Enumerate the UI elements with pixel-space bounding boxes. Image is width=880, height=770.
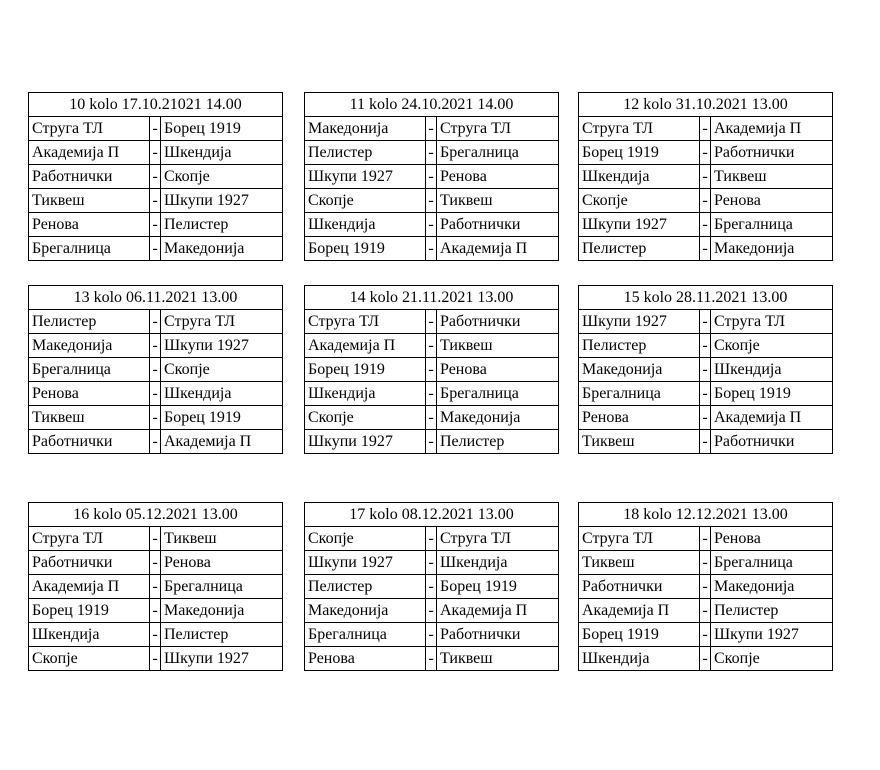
match-row — [579, 527, 833, 551]
away-team: Борец 1919 — [161, 406, 283, 430]
separator: - — [700, 647, 711, 671]
round-12-table — [578, 92, 833, 261]
match-row — [579, 406, 833, 430]
away-team: Македонија — [711, 237, 833, 261]
away-team: Борец 1919 — [711, 382, 833, 406]
home-team: Пелистер — [579, 237, 700, 261]
away-team: Шкупи 1927 — [711, 623, 833, 647]
home-team: Борец 1919 — [305, 237, 426, 261]
match-row — [305, 575, 559, 599]
separator: - — [150, 527, 161, 551]
home-team: Борец 1919 — [29, 599, 150, 623]
round-header: 14 kolo 21.11.2021 13.00 — [305, 286, 559, 310]
home-team: Академија П — [29, 141, 150, 165]
match-row — [29, 189, 283, 213]
match-row — [29, 551, 283, 575]
away-team: Шкендија — [161, 382, 283, 406]
round-header: 16 kolo 05.12.2021 13.00 — [29, 503, 283, 527]
home-team: Македонија — [579, 358, 700, 382]
round-14-table — [304, 285, 559, 454]
away-team: Шкупи 1927 — [161, 189, 283, 213]
home-team: Ренова — [29, 382, 150, 406]
away-team: Струга ТЛ — [711, 310, 833, 334]
separator: - — [150, 430, 161, 454]
separator: - — [150, 213, 161, 237]
home-team: Работнички — [29, 165, 150, 189]
match-row — [305, 623, 559, 647]
home-team: Скопје — [579, 189, 700, 213]
away-team: Академија П — [437, 237, 559, 261]
separator: - — [150, 575, 161, 599]
away-team: Академија П — [437, 599, 559, 623]
away-team: Работнички — [437, 623, 559, 647]
separator: - — [700, 117, 711, 141]
round-18-table — [578, 502, 833, 671]
away-team: Шкендија — [161, 141, 283, 165]
home-team: Македонија — [305, 117, 426, 141]
home-team: Брегалница — [305, 623, 426, 647]
separator: - — [700, 141, 711, 165]
separator: - — [426, 599, 437, 623]
separator: - — [150, 406, 161, 430]
separator: - — [150, 117, 161, 141]
home-team: Шкупи 1927 — [305, 165, 426, 189]
separator: - — [700, 189, 711, 213]
separator: - — [700, 165, 711, 189]
home-team: Скопје — [305, 527, 426, 551]
home-team: Македонија — [305, 599, 426, 623]
separator: - — [150, 141, 161, 165]
separator: - — [700, 623, 711, 647]
match-row — [29, 599, 283, 623]
away-team: Македонија — [161, 599, 283, 623]
separator: - — [426, 237, 437, 261]
match-row — [579, 599, 833, 623]
separator: - — [426, 189, 437, 213]
match-row — [305, 599, 559, 623]
separator: - — [700, 527, 711, 551]
away-team: Брегалница — [437, 382, 559, 406]
away-team: Тиквеш — [711, 165, 833, 189]
match-row — [305, 237, 559, 261]
round-header: 10 kolo 17.10.21021 14.00 — [29, 93, 283, 117]
home-team: Пелистер — [305, 575, 426, 599]
match-row — [305, 189, 559, 213]
round-header: 18 kolo 12.12.2021 13.00 — [579, 503, 833, 527]
match-row — [29, 623, 283, 647]
away-team: Ренова — [437, 358, 559, 382]
away-team: Ренова — [437, 165, 559, 189]
match-row — [305, 213, 559, 237]
separator: - — [150, 237, 161, 261]
home-team: Шкендија — [29, 623, 150, 647]
match-row — [579, 213, 833, 237]
round-header: 13 kolo 06.11.2021 13.00 — [29, 286, 283, 310]
away-team: Шкупи 1927 — [161, 334, 283, 358]
separator: - — [700, 213, 711, 237]
match-row — [579, 237, 833, 261]
match-row — [305, 141, 559, 165]
separator: - — [426, 213, 437, 237]
match-row — [29, 527, 283, 551]
separator: - — [150, 334, 161, 358]
away-team: Македонија — [437, 406, 559, 430]
home-team: Ренова — [29, 213, 150, 237]
match-row — [305, 551, 559, 575]
away-team: Работнички — [437, 213, 559, 237]
separator: - — [700, 406, 711, 430]
away-team: Струга ТЛ — [437, 117, 559, 141]
away-team: Скопје — [161, 358, 283, 382]
match-row — [29, 117, 283, 141]
separator: - — [426, 141, 437, 165]
separator: - — [700, 575, 711, 599]
away-team: Работнички — [711, 141, 833, 165]
separator: - — [426, 575, 437, 599]
round-header: 15 kolo 28.11.2021 13.00 — [579, 286, 833, 310]
home-team: Шкупи 1927 — [579, 213, 700, 237]
separator: - — [426, 527, 437, 551]
match-row — [579, 430, 833, 454]
home-team: Брегалница — [579, 382, 700, 406]
separator: - — [426, 358, 437, 382]
away-team: Тиквеш — [437, 647, 559, 671]
match-row — [305, 527, 559, 551]
match-row — [29, 165, 283, 189]
away-team: Брегалница — [711, 213, 833, 237]
home-team: Тиквеш — [29, 406, 150, 430]
separator: - — [426, 647, 437, 671]
home-team: Шкендија — [305, 382, 426, 406]
away-team: Пелистер — [161, 623, 283, 647]
match-row — [29, 334, 283, 358]
home-team: Академија П — [579, 599, 700, 623]
home-team: Работнички — [29, 551, 150, 575]
match-row — [29, 406, 283, 430]
match-row — [579, 382, 833, 406]
home-team: Тиквеш — [579, 430, 700, 454]
home-team: Ренова — [579, 406, 700, 430]
match-row — [579, 623, 833, 647]
round-15-table — [578, 285, 833, 454]
round-16-table — [28, 502, 283, 671]
round-11-table — [304, 92, 559, 261]
match-row — [579, 141, 833, 165]
separator: - — [700, 430, 711, 454]
match-row — [29, 358, 283, 382]
match-row — [29, 213, 283, 237]
home-team: Струга ТЛ — [29, 117, 150, 141]
round-17-table — [304, 502, 559, 671]
home-team: Пелистер — [29, 310, 150, 334]
away-team: Ренова — [711, 527, 833, 551]
home-team: Ренова — [305, 647, 426, 671]
round-header: 17 kolo 08.12.2021 13.00 — [305, 503, 559, 527]
separator: - — [150, 358, 161, 382]
home-team: Шкендија — [579, 165, 700, 189]
away-team: Пелистер — [161, 213, 283, 237]
separator: - — [426, 406, 437, 430]
separator: - — [150, 310, 161, 334]
away-team: Струга ТЛ — [161, 310, 283, 334]
separator: - — [426, 430, 437, 454]
away-team: Скопје — [711, 647, 833, 671]
home-team: Македонија — [29, 334, 150, 358]
separator: - — [700, 551, 711, 575]
home-team: Струга ТЛ — [579, 527, 700, 551]
away-team: Шкендија — [711, 358, 833, 382]
home-team: Академија П — [305, 334, 426, 358]
away-team: Брегалница — [437, 141, 559, 165]
separator: - — [700, 382, 711, 406]
away-team: Брегалница — [711, 551, 833, 575]
away-team: Пелистер — [711, 599, 833, 623]
match-row — [305, 165, 559, 189]
home-team: Пелистер — [579, 334, 700, 358]
separator: - — [426, 551, 437, 575]
away-team: Скопје — [161, 165, 283, 189]
home-team: Шкендија — [579, 647, 700, 671]
separator: - — [426, 117, 437, 141]
away-team: Работнички — [437, 310, 559, 334]
away-team: Шкупи 1927 — [161, 647, 283, 671]
match-row — [29, 382, 283, 406]
match-row — [305, 382, 559, 406]
separator: - — [150, 165, 161, 189]
match-row — [29, 647, 283, 671]
home-team: Работнички — [29, 430, 150, 454]
match-row — [29, 141, 283, 165]
match-row — [579, 117, 833, 141]
away-team: Македонија — [161, 237, 283, 261]
home-team: Борец 1919 — [305, 358, 426, 382]
match-row — [29, 237, 283, 261]
away-team: Ренова — [161, 551, 283, 575]
home-team: Струга ТЛ — [29, 527, 150, 551]
away-team: Ренова — [711, 189, 833, 213]
match-row — [579, 334, 833, 358]
away-team: Пелистер — [437, 430, 559, 454]
home-team: Скопје — [305, 189, 426, 213]
separator: - — [150, 623, 161, 647]
round-header: 12 kolo 31.10.2021 13.00 — [579, 93, 833, 117]
home-team: Тиквеш — [579, 551, 700, 575]
match-row — [579, 189, 833, 213]
match-row — [579, 575, 833, 599]
away-team: Работнички — [711, 430, 833, 454]
away-team: Македонија — [711, 575, 833, 599]
match-row — [305, 358, 559, 382]
home-team: Академија П — [29, 575, 150, 599]
home-team: Струга ТЛ — [579, 117, 700, 141]
away-team: Борец 1919 — [161, 117, 283, 141]
match-row — [579, 647, 833, 671]
home-team: Борец 1919 — [579, 623, 700, 647]
away-team: Шкендија — [437, 551, 559, 575]
separator: - — [426, 310, 437, 334]
home-team: Скопје — [29, 647, 150, 671]
home-team: Пелистер — [305, 141, 426, 165]
match-row — [305, 334, 559, 358]
away-team: Струга ТЛ — [437, 527, 559, 551]
home-team: Струга ТЛ — [305, 310, 426, 334]
home-team: Тиквеш — [29, 189, 150, 213]
match-row — [305, 406, 559, 430]
away-team: Брегалница — [161, 575, 283, 599]
home-team: Работнички — [579, 575, 700, 599]
separator: - — [426, 382, 437, 406]
home-team: Борец 1919 — [579, 141, 700, 165]
separator: - — [700, 237, 711, 261]
match-row — [305, 430, 559, 454]
away-team: Скопје — [711, 334, 833, 358]
away-team: Академија П — [711, 406, 833, 430]
match-row — [305, 117, 559, 141]
separator: - — [426, 165, 437, 189]
home-team: Шкупи 1927 — [305, 551, 426, 575]
match-row — [579, 551, 833, 575]
separator: - — [150, 189, 161, 213]
separator: - — [150, 382, 161, 406]
match-row — [579, 165, 833, 189]
round-13-table — [28, 285, 283, 454]
home-team: Брегалница — [29, 237, 150, 261]
separator: - — [700, 358, 711, 382]
away-team: Академија П — [711, 117, 833, 141]
separator: - — [700, 334, 711, 358]
away-team: Тиквеш — [161, 527, 283, 551]
match-row — [305, 647, 559, 671]
away-team: Тиквеш — [437, 334, 559, 358]
match-row — [579, 358, 833, 382]
separator: - — [150, 647, 161, 671]
match-row — [29, 430, 283, 454]
home-team: Шкупи 1927 — [579, 310, 700, 334]
separator: - — [700, 599, 711, 623]
round-header: 11 kolo 24.10.2021 14.00 — [305, 93, 559, 117]
away-team: Борец 1919 — [437, 575, 559, 599]
away-team: Тиквеш — [437, 189, 559, 213]
home-team: Скопје — [305, 406, 426, 430]
round-10-table — [28, 92, 283, 261]
match-row — [29, 310, 283, 334]
away-team: Академија П — [161, 430, 283, 454]
match-row — [29, 575, 283, 599]
match-row — [305, 310, 559, 334]
home-team: Шкендија — [305, 213, 426, 237]
home-team: Шкупи 1927 — [305, 430, 426, 454]
match-row — [579, 310, 833, 334]
separator: - — [426, 334, 437, 358]
separator: - — [150, 599, 161, 623]
separator: - — [700, 310, 711, 334]
separator: - — [150, 551, 161, 575]
home-team: Брегалница — [29, 358, 150, 382]
separator: - — [426, 623, 437, 647]
